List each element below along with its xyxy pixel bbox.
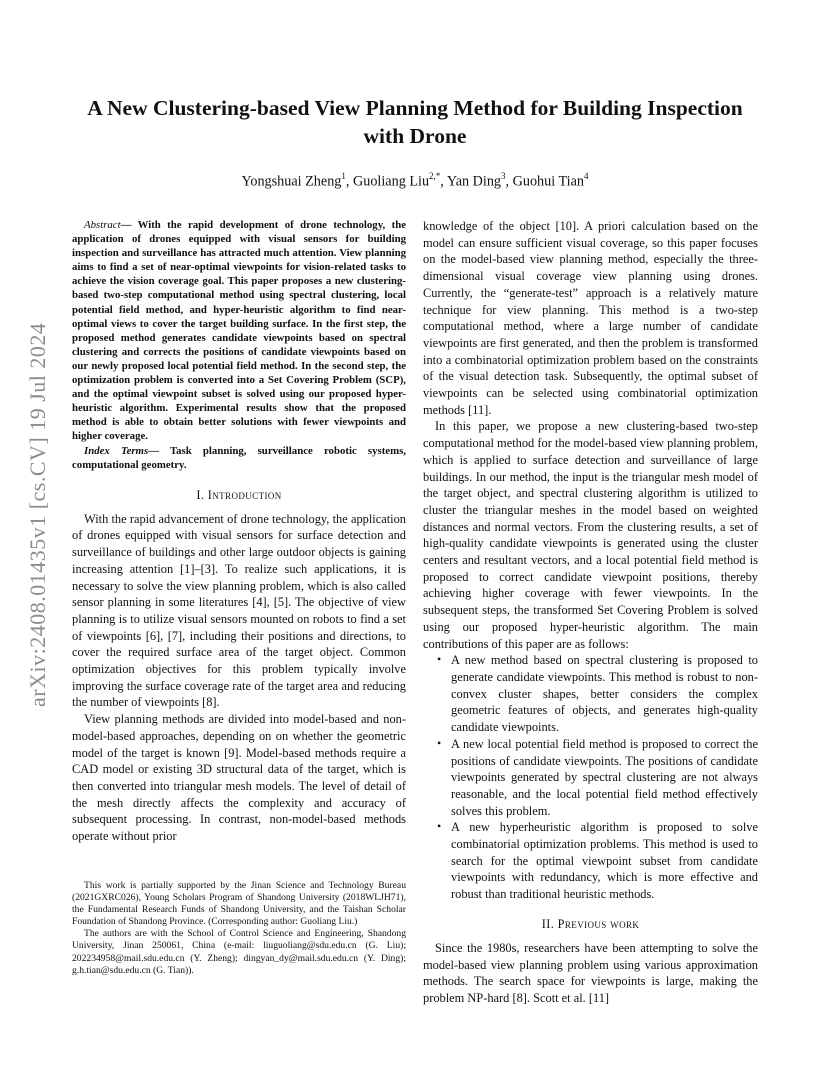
author-name: Guoliang Liu <box>352 173 430 190</box>
author-affiliation-mark: 3 <box>501 171 506 181</box>
list-item <box>437 735 758 820</box>
list-item-text: A new method based on spectral clustering is proposed to generate candidate viewpoints. This method is robust to non-convex cluster shapes, better considers the complex geometric features of objects, and generates high-quality candidate viewpoints. <box>451 653 758 735</box>
author-affiliation-mark: 4 <box>583 171 589 181</box>
footnote-affiliation: The authors are with the School of Control Science and Engineering, Shandong University, Jinan 250061, China (e-mail: liuguoliang@sdu.edu.cn (G. Liu); 202234958@mail.sdu.edu.cn (Y. Zheng); dingyan_dy@mail.sdu.edu.cn (Y. Ding); g.h.tian@sdu.edu.cn (G. Tian)). <box>72 928 406 976</box>
abstract <box>72 218 406 444</box>
index-terms <box>72 444 406 472</box>
abstract-label: Abstract <box>84 219 121 231</box>
author-name: Yan Ding <box>446 173 502 190</box>
bullet-mark: • <box>437 819 442 834</box>
section-heading-introduction: I. Introduction <box>196 487 282 502</box>
body-paragraph: knowledge of the object [10]. A priori calculation based on the model can ensure sufficient visual coverage, so this paper focuses on the model-based view planning method, especially the three-dimensional visual coverage view planning using drones. Currently, the “generate-test” approach is a relatively mature technique for view planning. This method is a two-step computational method, where a large number of candidate viewpoints are first generated, and then the problem is transformed into a combinatorial optimization problem based on the constraints of the visual detection task. Subsequently, the optimal subset of viewpoints can be selected using combinatorial optimization methods [11]. <box>423 219 758 417</box>
body-paragraph: Since the 1980s, researchers have been attempting to solve the model-based view planning problem using various approximation methods. The search space for viewpoints is large, making the problem NP-hard [8]. Scott et al. [11] <box>423 940 758 1005</box>
author-name: Yongshuai Zheng <box>241 173 342 190</box>
contributions-list <box>423 652 758 903</box>
bullet-mark: • <box>437 652 442 667</box>
author-affiliation-mark: 1 <box>341 171 346 181</box>
arxiv-identifier-stamp: arXiv:2408.01435v1 [cs.CV] 19 Jul 2024 <box>25 322 50 708</box>
right-column <box>423 218 758 1007</box>
footnotes <box>72 880 406 977</box>
footnote-funding: This work is partially supported by the Jinan Science and Technology Bureau (2021GXRC026), Young Scholars Program of Shandong University (2018WLJH71), the Fundamental Research Funds of Shandong University, and the Taishan Scholar Foundation of Shandong Province. (Corresponding author: Guoliang Liu.) <box>72 880 406 928</box>
body-paragraph: View planning methods are divided into model-based and non-model-based approaches, depending on on whether the geometric model of the target is known [9]. Model-based methods require a CAD model or existing 3D structural data of the target, which is then converted into triangular mesh models. The level of detail of the mesh directly affects the complexity and accuracy of subsequent processing. In contrast, non-model-based methods operate without prior <box>72 712 406 844</box>
list-item-text: A new local potential field method is proposed to correct the positions of candidate viewpoints. The positions of candidate viewpoints generated by spectral clustering are not always reasonable, and the local potential field method effectively solves this problem. <box>451 736 758 818</box>
index-terms-label: Index Terms <box>84 444 149 457</box>
body-paragraph: In this paper, we propose a new clustering-based two-step computational method for the model-based view planning problem, which is applied to surface detection and surveillance of large buildings. In our method, the input is the triangular mesh model of the target object, and spectral clustering algorithm is utilized to cluster the triangular meshes in the model based on weighted distances and normal vectors. From the clustering results, a set of high-quality candidate viewpoints is generated using the cluster centers and resultant vectors, and a local potential field method is proposed to correct candidate viewpoint positions, thereby achieving higher coverage with fewer viewpoints. In the subsequent steps, the transformed Set Covering Problem is solved using our proposed hyper-heuristic algorithm. The main contributions of this paper are as follows: <box>423 419 758 651</box>
list-item-text: A new hyperheuristic algorithm is proposed to solve combinatorial optimization problems. This method is used to search for the optimal viewpoint subset from candidate viewpoints with redundancy, which is more effective and robust than traditional heuristic methods. <box>451 820 758 902</box>
author-affiliation-mark: 2,* <box>429 171 441 181</box>
bullet-mark: • <box>437 735 442 750</box>
author-name: Guohui Tian <box>512 173 584 190</box>
list-item <box>437 652 758 736</box>
abstract-text: — With the rapid development of drone technology, the application of drones equipped with visual sensors for building inspection and surveillance has attracted much attention. View planning aims to find a set of near-optimal viewpoints for vision-related tasks to achieve the vision coverage goal. This paper proposes a new clustering-based two-step computational method using spectral clustering, local potential field method, and hyper-heuristic algorithm to find near-optimal views to cover the target building surface. In the first step, the proposed method generates candidate viewpoints based on spectral clustering and corrects the positions of candidate viewpoints based on our newly proposed local potential field method. In the second step, the optimization problem is converted into a Set Covering Problem (SCP), and the optimal viewpoint subset is solved using our proposed hyper-heuristic algorithm. Experimental results show that the proposed method is able to obtain better solutions with fewer viewpoints and higher coverage. <box>72 219 406 443</box>
list-item <box>437 819 758 903</box>
left-column <box>72 218 406 845</box>
body-paragraph: With the rapid advancement of drone technology, the application of drones equipped with visual sensors for surface detection and surveillance of buildings and other large outdoor objects is gaining increasing attention [1]–[3]. To realize such applications, it is necessary to solve the view planning problem, which is also called sensor planning in some literatures [4], [5]. The objective of view planning is to utilize visual sensors mounted on robots to find a set of viewpoints [6], [7], including their positions and directions, to cover the required surface area of the target object. Common optimization objectives for this problem typically involve improving the surface coverage rate of the target area and reducing the number of viewpoints [8]. <box>72 511 406 710</box>
section-heading-previous-work: II. Previous work <box>541 916 640 931</box>
paper-title: A New Clustering-based View Planning Method for Building Inspection with Drone <box>87 96 743 148</box>
index-terms-text: — Task planning, surveillance robotic systems, computational geometry. <box>72 444 406 471</box>
author-list: Yongshuai Zheng$^1$, Guoliang Liu$^{2,*}$, Yan Ding$^3$, Guohui Tian$^4$ <box>241 171 589 190</box>
